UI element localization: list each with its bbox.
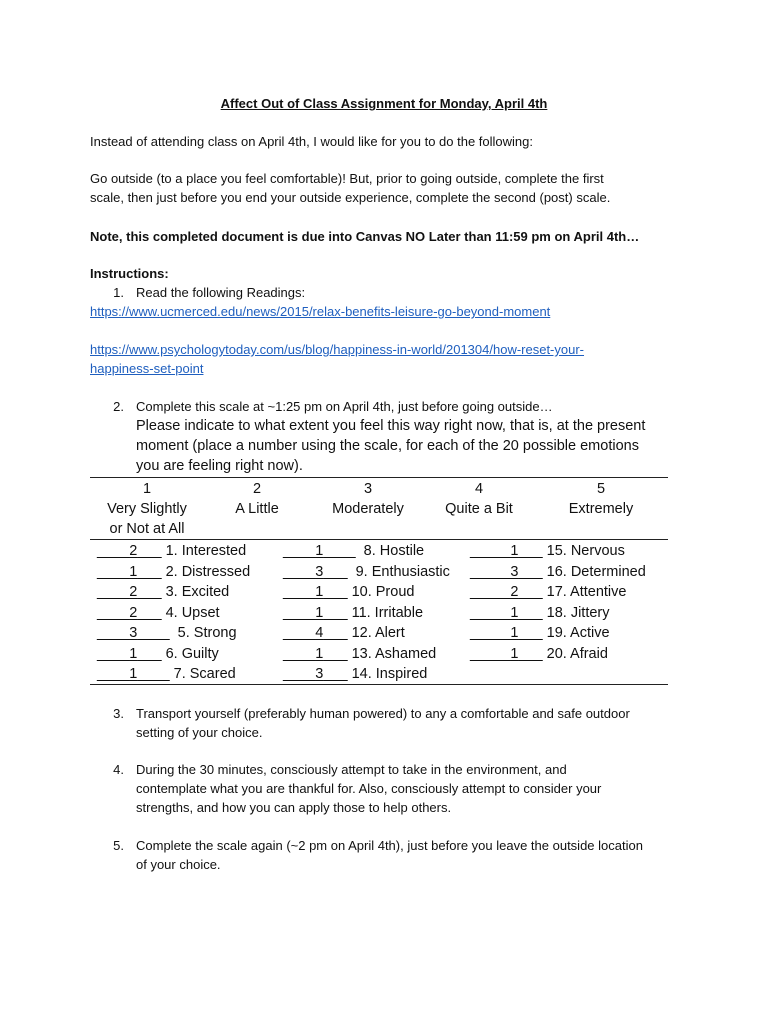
emotion-label: 12. Alert bbox=[347, 625, 405, 641]
rating-blank[interactable] bbox=[97, 666, 170, 682]
rating-value: 3 bbox=[315, 666, 324, 682]
rating-value: 1 bbox=[510, 604, 519, 621]
scale-option-5 bbox=[556, 479, 646, 519]
emotion-item bbox=[97, 603, 220, 624]
emotion-item bbox=[283, 623, 405, 644]
blank-pre: ____ bbox=[283, 563, 316, 580]
scale-label-cont: or Not at All bbox=[109, 521, 185, 537]
blank-post: ___ bbox=[518, 563, 543, 580]
scale-prompt-line-3: you are feeling right now). bbox=[136, 458, 303, 474]
due-note: Note, this completed document is due into Canvas NO Later than 11:59 pm on April 4th… bbox=[90, 229, 640, 244]
blank-pre: ____ bbox=[97, 563, 130, 580]
emotion-item bbox=[470, 644, 608, 665]
blank-post: ___ bbox=[323, 645, 348, 662]
emotion-item bbox=[97, 582, 229, 603]
rating-blank[interactable] bbox=[283, 646, 348, 662]
blank-post: ___ bbox=[518, 584, 543, 600]
scale-option-2 bbox=[212, 479, 302, 519]
rating-value: 2 bbox=[129, 604, 138, 621]
step-4-line-1: During the 30 minutes, consciously attempt to take in the environment, and bbox=[136, 762, 567, 777]
rating-blank[interactable] bbox=[470, 564, 543, 580]
blank-pre: ____ bbox=[97, 604, 130, 621]
scale-value: 1 bbox=[142, 481, 152, 497]
emotion-label: 20. Afraid bbox=[542, 645, 608, 662]
rating-value: 1 bbox=[315, 543, 324, 559]
blank-pre: ____ bbox=[97, 625, 130, 641]
emotion-label: 7. Scared bbox=[169, 666, 236, 682]
rating-blank[interactable] bbox=[283, 564, 348, 580]
step-5-number: 5. bbox=[113, 838, 124, 853]
rating-blank[interactable] bbox=[97, 605, 162, 621]
emotion-item bbox=[470, 603, 610, 624]
step-4-number: 4. bbox=[113, 762, 124, 777]
rating-value: 1 bbox=[510, 645, 519, 662]
step-2-text: Complete this scale at ~1:25 pm on April 4th, just before going outside… bbox=[136, 399, 553, 414]
emotion-item bbox=[283, 562, 450, 583]
blank-post: ____ bbox=[137, 625, 170, 641]
scale-top-rule bbox=[90, 477, 668, 478]
blank-post: ___ bbox=[518, 543, 543, 559]
step-4-line-2: contemplate what you are thankful for. Also, consciously attempt to consider your bbox=[136, 781, 602, 796]
reading-link-2-line-2[interactable]: happiness-set-point bbox=[90, 361, 204, 376]
step-1 bbox=[90, 283, 305, 302]
emotion-item bbox=[283, 603, 423, 624]
step-4-line-3: strengths, and how you can apply those to help others. bbox=[136, 800, 452, 815]
scale-prompt-line-1: Please indicate to what extent you feel this way right now, that is, at the present bbox=[136, 418, 646, 434]
rating-value: 1 bbox=[510, 625, 519, 641]
emotion-item bbox=[283, 644, 436, 665]
scale-option-4 bbox=[434, 479, 524, 519]
blank-pre: ____ bbox=[97, 584, 130, 600]
emotion-item bbox=[97, 562, 250, 583]
rating-value: 1 bbox=[315, 584, 324, 600]
rating-blank[interactable] bbox=[470, 646, 543, 662]
scale-label: Extremely bbox=[568, 501, 634, 517]
blank-post: ____ bbox=[137, 666, 170, 682]
blank-post: ____ bbox=[323, 543, 356, 559]
emotion-item bbox=[97, 644, 219, 665]
rating-value: 2 bbox=[129, 584, 138, 600]
blank-pre: _____ bbox=[470, 543, 511, 559]
step-3-line-2: setting of your choice. bbox=[136, 725, 263, 740]
rating-blank[interactable] bbox=[97, 564, 162, 580]
emotion-label: 19. Active bbox=[542, 625, 610, 641]
blank-pre: ____ bbox=[283, 625, 316, 641]
step-3-line-1: Transport yourself (preferably human powered) to any a comfortable and safe outdoor bbox=[136, 706, 630, 721]
rating-blank[interactable] bbox=[470, 543, 543, 559]
rating-blank[interactable] bbox=[470, 584, 543, 600]
step-1-text: Read the following Readings: bbox=[136, 285, 306, 300]
scale-label: Moderately bbox=[332, 501, 404, 517]
scale-mid-rule bbox=[90, 539, 668, 540]
emotion-item bbox=[470, 562, 646, 583]
blank-post: ___ bbox=[323, 584, 348, 600]
blank-post: ___ bbox=[323, 666, 348, 682]
go-outside-line-1: Go outside (to a place you feel comfortable)! But, prior to going outside, complete the first bbox=[90, 171, 604, 186]
step-3 bbox=[90, 704, 630, 723]
scale-value: 4 bbox=[474, 481, 484, 497]
scale-bottom-rule bbox=[90, 684, 668, 685]
rating-blank[interactable] bbox=[470, 625, 543, 641]
emotion-label: 18. Jittery bbox=[542, 604, 610, 621]
rating-blank[interactable] bbox=[283, 543, 356, 559]
blank-pre: ____ bbox=[97, 666, 130, 682]
emotion-label: 9. Enthusiastic bbox=[347, 563, 450, 580]
emotion-label: 11. Irritable bbox=[347, 604, 424, 621]
scale-prompt-line-2: moment (place a number using the scale, for each of the 20 possible emotions bbox=[136, 438, 639, 454]
emotion-label: 14. Inspired bbox=[347, 666, 428, 682]
scale-value: 2 bbox=[252, 481, 262, 497]
emotion-item bbox=[97, 541, 246, 562]
blank-pre: ____ bbox=[283, 584, 316, 600]
emotion-label: 10. Proud bbox=[347, 584, 415, 600]
rating-value: 3 bbox=[129, 625, 138, 641]
emotion-label: 15. Nervous bbox=[542, 543, 625, 559]
scale-value: 3 bbox=[363, 481, 373, 497]
rating-blank[interactable] bbox=[97, 646, 162, 662]
rating-blank[interactable] bbox=[283, 605, 348, 621]
scale-label: Quite a Bit bbox=[445, 501, 513, 517]
reading-link-1[interactable]: https://www.ucmerced.edu/news/2015/relax-benefits-leisure-go-beyond-moment bbox=[90, 304, 551, 319]
scale-value: 5 bbox=[596, 481, 606, 497]
rating-blank[interactable] bbox=[97, 543, 162, 559]
blank-pre: ____ bbox=[283, 543, 316, 559]
blank-post: ___ bbox=[137, 543, 162, 559]
step-5-line-1: Complete the scale again (~2 pm on April 4th), just before you leave the outside location bbox=[136, 838, 643, 853]
blank-post: ___ bbox=[137, 584, 162, 600]
reading-link-2-line-1[interactable]: https://www.psychologytoday.com/us/blog/happiness-in-world/201304/how-reset-your- bbox=[90, 342, 585, 357]
emotion-label: 2. Distressed bbox=[161, 563, 251, 580]
blank-post: ___ bbox=[323, 604, 348, 621]
intro-text: Instead of attending class on April 4th, I would like for you to do the following: bbox=[90, 134, 533, 149]
rating-blank[interactable] bbox=[470, 605, 543, 621]
emotion-label: 3. Excited bbox=[161, 584, 230, 600]
scale-option-1 bbox=[92, 479, 202, 539]
rating-value: 1 bbox=[510, 543, 519, 559]
blank-pre: _____ bbox=[470, 563, 511, 580]
blank-post: ___ bbox=[137, 604, 162, 621]
blank-post: ___ bbox=[518, 645, 543, 662]
step-3-number: 3. bbox=[113, 706, 124, 721]
step-5-line-2: of your choice. bbox=[136, 857, 221, 872]
scale-label: A Little bbox=[235, 501, 279, 517]
step-2 bbox=[90, 397, 553, 416]
rating-value: 1 bbox=[129, 645, 138, 662]
blank-pre: ____ bbox=[283, 666, 316, 682]
rating-blank[interactable] bbox=[283, 666, 348, 682]
blank-pre: ____ bbox=[97, 543, 130, 559]
step-1-number: 1. bbox=[113, 285, 124, 300]
emotion-label: 6. Guilty bbox=[161, 645, 219, 662]
instructions-heading: Instructions: bbox=[90, 266, 169, 281]
emotion-item bbox=[283, 664, 427, 685]
go-outside-line-2: scale, then just before you end your outside experience, complete the second (post) scale. bbox=[90, 190, 611, 205]
rating-blank[interactable] bbox=[97, 625, 170, 641]
emotion-item bbox=[470, 582, 626, 603]
rating-value: 2 bbox=[510, 584, 519, 600]
scale-option-3 bbox=[318, 479, 418, 519]
rating-value: 1 bbox=[129, 666, 138, 682]
blank-post: ___ bbox=[323, 625, 348, 641]
rating-value: 1 bbox=[129, 563, 138, 580]
emotion-label: 17. Attentive bbox=[542, 584, 627, 600]
rating-value: 1 bbox=[315, 604, 324, 621]
rating-value: 4 bbox=[315, 625, 324, 641]
emotion-label: 4. Upset bbox=[161, 604, 220, 621]
emotion-label: 13. Ashamed bbox=[347, 645, 437, 662]
rating-blank[interactable] bbox=[283, 625, 348, 641]
rating-value: 3 bbox=[315, 563, 324, 580]
blank-pre: ____ bbox=[283, 645, 316, 662]
rating-blank[interactable] bbox=[283, 584, 348, 600]
scale-label: Very Slightly bbox=[107, 501, 187, 517]
blank-post: ___ bbox=[518, 604, 543, 621]
emotion-item bbox=[470, 541, 625, 562]
step-4 bbox=[90, 760, 567, 779]
emotion-item bbox=[97, 623, 237, 644]
blank-pre: _____ bbox=[470, 604, 511, 621]
blank-pre: _____ bbox=[470, 645, 511, 662]
blank-post: ___ bbox=[323, 563, 348, 580]
blank-post: ___ bbox=[518, 625, 543, 641]
emotion-item bbox=[470, 623, 610, 644]
document-title: Affect Out of Class Assignment for Monday, April 4th bbox=[220, 96, 548, 111]
blank-pre: _____ bbox=[470, 625, 511, 641]
blank-pre: _____ bbox=[470, 584, 511, 600]
rating-value: 3 bbox=[510, 563, 519, 580]
step-2-number: 2. bbox=[113, 399, 124, 414]
blank-post: ___ bbox=[137, 563, 162, 580]
blank-post: ___ bbox=[137, 645, 162, 662]
rating-value: 1 bbox=[315, 645, 324, 662]
emotion-label: 1. Interested bbox=[161, 543, 247, 559]
step-5 bbox=[90, 836, 643, 855]
rating-value: 2 bbox=[129, 543, 138, 559]
blank-pre: ____ bbox=[97, 645, 130, 662]
emotion-label: 5. Strong bbox=[169, 625, 237, 641]
emotion-item bbox=[283, 582, 414, 603]
rating-blank[interactable] bbox=[97, 584, 162, 600]
emotion-item bbox=[97, 664, 236, 685]
emotion-label: 8. Hostile bbox=[355, 543, 425, 559]
emotion-item bbox=[283, 541, 424, 562]
blank-pre: ____ bbox=[283, 604, 316, 621]
emotion-label: 16. Determined bbox=[542, 563, 646, 580]
